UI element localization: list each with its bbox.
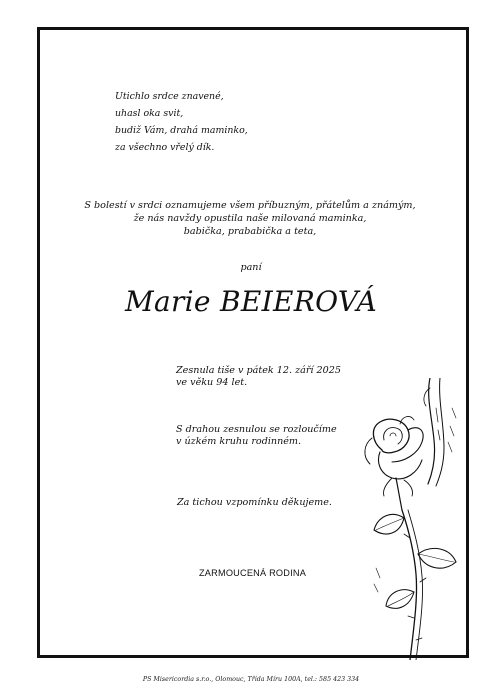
poem-line: za všechno vřelý dík. [115,142,215,153]
title-prefix: paní [240,262,262,273]
rose-drawing-icon [352,378,470,660]
memorial-poem [115,88,248,156]
announcement-line: S bolestí v srdci oznamujeme všem příbuzným, přátelům a známým, [84,200,416,211]
thanks-line: Za tichou vzpomínku děkujeme. [177,497,332,508]
announcement-text [60,199,440,238]
poem-line: budiž Vám, drahá maminko, [115,125,248,136]
death-info [176,365,341,389]
death-info-line: Zesnula tiše v pátek 12. září 2025 [176,365,341,376]
poem-line: Utichlo srdce znavené, [115,91,224,102]
deceased-name: Marie BEIEROVÁ [125,285,377,318]
death-info-line: ve věku 94 let. [176,377,248,388]
farewell-info [176,424,337,448]
family-signature: ZARMOUCENÁ RODINA [199,568,307,578]
farewell-line: v úzkém kruhu rodinném. [176,436,302,447]
footer-funeral-service: PS Misericordia s.r.o., Olomouc, Třída Míru 100A, tel.: 585 423 334 [142,676,360,683]
poem-line: uhasl oka svit, [115,108,184,119]
farewell-line: S drahou zesnulou se rozloučíme [176,424,337,435]
announcement-line: že nás navždy opustila naše milovaná maminka, [133,213,367,224]
announcement-line: babička, prababička a teta, [183,226,317,237]
